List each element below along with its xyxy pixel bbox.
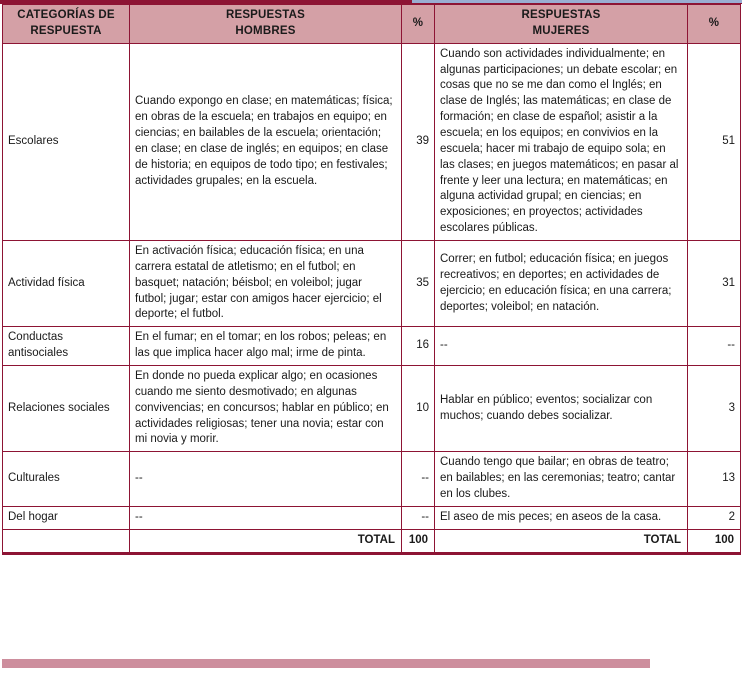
table-total-row xyxy=(3,529,741,553)
cell-men-percent: 39 xyxy=(402,43,435,240)
column-header-men-line1: RESPUESTAS xyxy=(225,9,306,21)
table-row xyxy=(3,43,741,240)
cell-women-total-value: 100 xyxy=(688,529,741,553)
column-header-men-percent: % xyxy=(402,5,435,44)
cell-women-responses: Hablar en público; eventos; socializar con muchos; cuando debes socializar. xyxy=(435,366,688,452)
cell-men-responses: Cuando expongo en clase; en matemáticas; física; en obras de la escuela; en trabajos en equipo; en ciencias; en bailables de la escuela; orientación; en clase; en clase de inglés; en equipos; en clase de historia; en equipos de todo tipo; en festivales; actividades grupales; en la escuela. xyxy=(130,43,402,240)
cell-men-total-value: 100 xyxy=(402,529,435,553)
table-row xyxy=(3,241,741,327)
cell-women-percent: -- xyxy=(688,327,741,366)
cell-women-responses: Correr; en futbol; educación física; en juegos recreativos; en deportes; en actividades de ejercicio; en educación física; en una carrera; deportes; voleibol; en natación. xyxy=(435,241,688,327)
cell-men-percent: 16 xyxy=(402,327,435,366)
cell-women-responses: Cuando son actividades individualmente; en algunas participaciones; un debate escolar; en cosas que no se me dan como el Inglés; en clase de Inglés; las matemáticas; en clase de formación; en clase de español; asistir a la escuela; en los equipos; en convivios en la escuela; hacer mi trabajo de equipo sola; en las clases; en juegos matemáticos; en pasar al frente y leer una lectura; en matemáticas; en alguna actividad grupal; en ciencias; en exposiciones; en proyectos; actividades escolares públicas. xyxy=(435,43,688,240)
table-row xyxy=(3,452,741,507)
column-header-categories-line1: CATEGORÍAS DE xyxy=(17,9,115,21)
text-selection-highlight xyxy=(412,0,742,3)
cell-women-percent: 13 xyxy=(688,452,741,507)
cell-category: Actividad física xyxy=(3,241,130,327)
cell-women-responses: -- xyxy=(435,327,688,366)
response-categories-table-container xyxy=(0,4,742,555)
column-header-women-line2: MUJERES xyxy=(532,24,590,37)
cell-women-percent: 2 xyxy=(688,506,741,529)
column-header-categories-line2: RESPUESTA xyxy=(30,24,102,37)
cell-women-percent: 3 xyxy=(688,366,741,452)
cell-women-total-label: TOTAL xyxy=(435,529,688,553)
cell-men-responses: En donde no pueda explicar algo; en ocasiones cuando me siento desmotivado; en algunas convivencias; en concursos; hablar en público; en actividades religiosas; tener una novia; estar con mi novia y morir. xyxy=(130,366,402,452)
cell-men-responses: -- xyxy=(130,506,402,529)
cell-category: Relaciones sociales xyxy=(3,366,130,452)
column-header-men-line2: HOMBRES xyxy=(235,24,296,37)
cell-men-percent: -- xyxy=(402,506,435,529)
cell-total-spacer xyxy=(3,529,130,553)
table-header xyxy=(3,5,741,44)
cell-women-percent: 31 xyxy=(688,241,741,327)
cell-women-responses: Cuando tengo que bailar; en obras de teatro; en bailables; en las ceremonias; teatro; cantar en los clubes. xyxy=(435,452,688,507)
cell-category: Escolares xyxy=(3,43,130,240)
table-row xyxy=(3,366,741,452)
column-header-women-percent: % xyxy=(688,5,741,44)
cell-men-percent: 10 xyxy=(402,366,435,452)
table-row xyxy=(3,327,741,366)
cell-women-responses: El aseo de mis peces; en aseos de la casa. xyxy=(435,506,688,529)
column-header-men-responses xyxy=(130,5,402,44)
column-header-women-line1: RESPUESTAS xyxy=(521,9,601,21)
table-body xyxy=(3,43,741,553)
cell-men-responses: -- xyxy=(130,452,402,507)
column-header-women-responses xyxy=(435,5,688,44)
cell-men-percent: 35 xyxy=(402,241,435,327)
cell-women-percent: 51 xyxy=(688,43,741,240)
cell-men-percent: -- xyxy=(402,452,435,507)
response-categories-table xyxy=(2,4,741,555)
table-header-row xyxy=(3,5,741,44)
column-header-categories xyxy=(3,5,130,44)
cell-category: Conductas antisociales xyxy=(3,327,130,366)
cell-men-total-label: TOTAL xyxy=(130,529,402,553)
footer-accent-bar xyxy=(2,659,650,668)
cell-men-responses: En el fumar; en el tomar; en los robos; peleas; en las que implica hacer algo mal; irme de pinta. xyxy=(130,327,402,366)
cell-men-responses: En activación física; educación física; en una carrera estatal de atletismo; en el futbol; en basquet; natación; béisbol; en voleibol; jugar futbol; jugar; estar con amigos hacer ejercicio; el deporte; el futbol. xyxy=(130,241,402,327)
table-row xyxy=(3,506,741,529)
cell-category: Culturales xyxy=(3,452,130,507)
cell-category: Del hogar xyxy=(3,506,130,529)
